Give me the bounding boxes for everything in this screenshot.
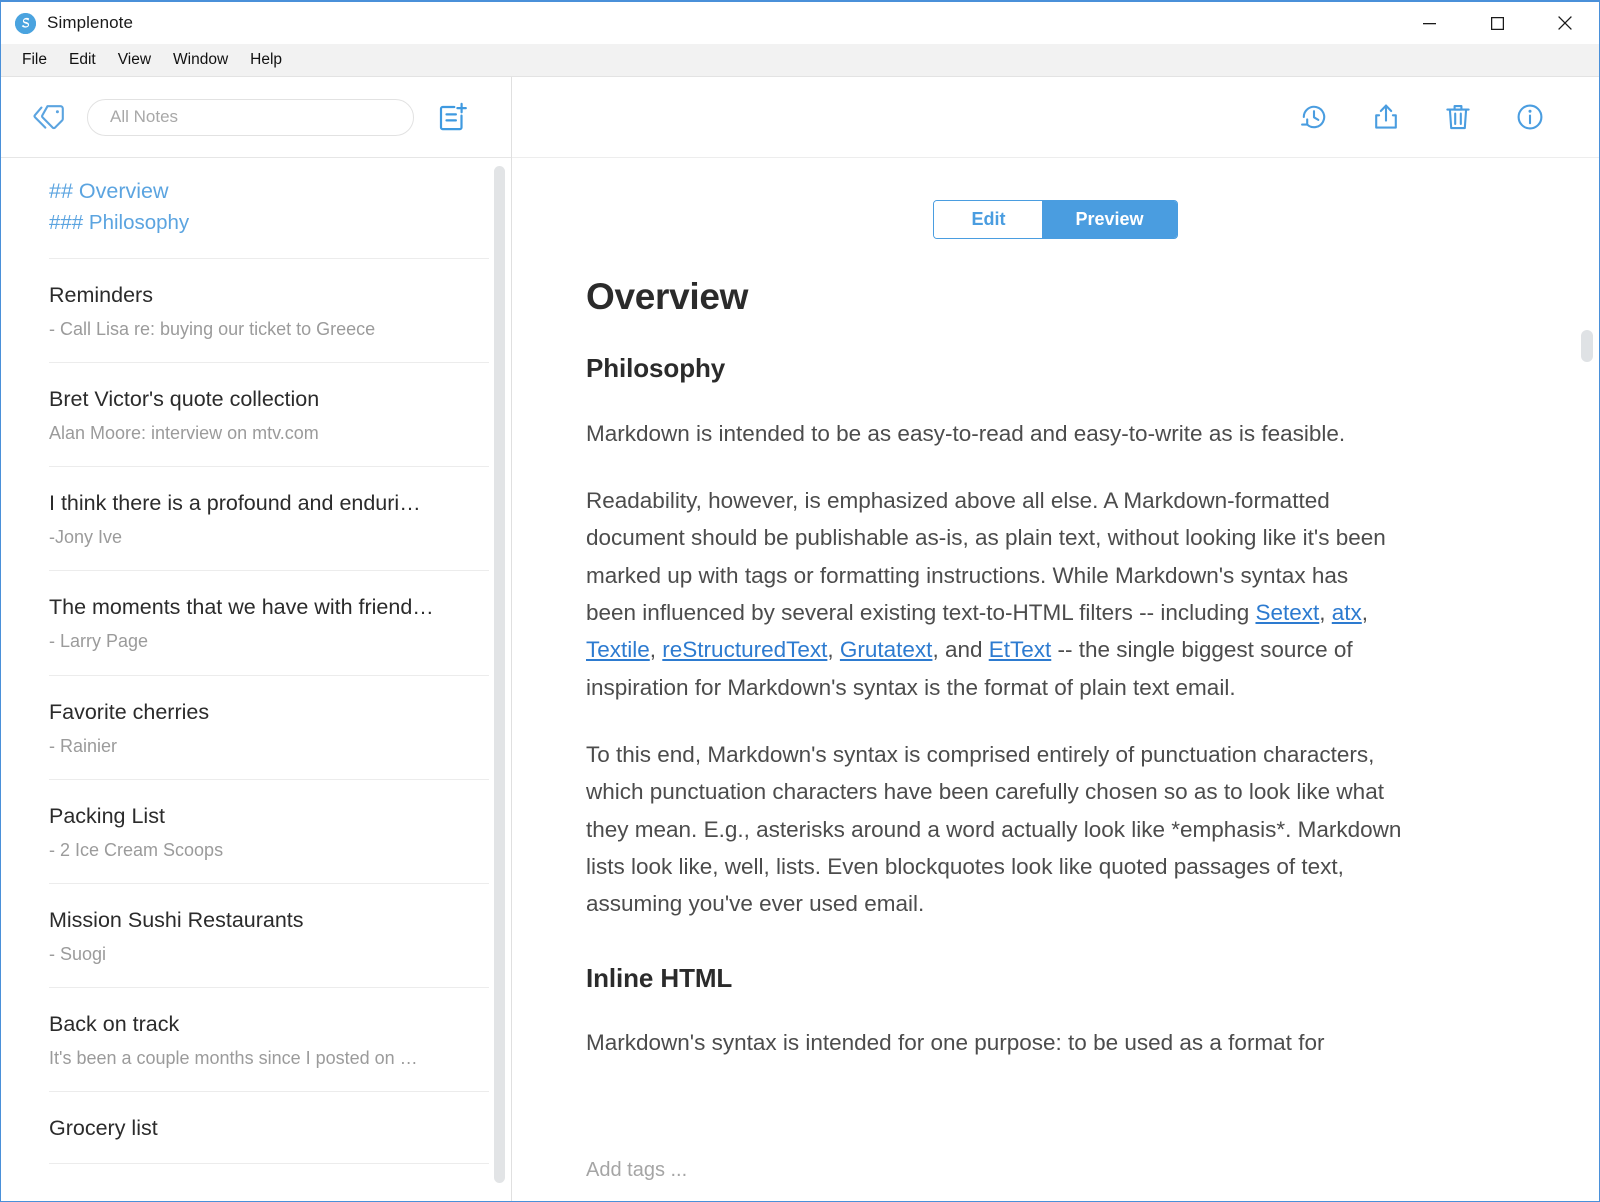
menu-file[interactable]: File — [22, 51, 47, 69]
note-list-item[interactable] — [49, 676, 489, 780]
sidebar-scrollbar[interactable] — [494, 166, 505, 1183]
para2-sep-3: , — [649, 637, 663, 663]
preview-heading-philosophy: Philosophy — [586, 353, 726, 384]
note-preview: It's been a couple months since I posted on … — [49, 1048, 418, 1069]
trash-icon[interactable] — [1439, 98, 1477, 136]
note-preview: - 2 Ice Cream Scoops — [49, 839, 224, 860]
window-controls — [1395, 2, 1599, 44]
menu-view[interactable]: View — [117, 51, 152, 69]
preview-paragraph-4: Markdown's syntax is intended for one purpose: to be used as a format for — [586, 1029, 1325, 1055]
info-icon[interactable] — [1511, 98, 1549, 136]
note-list-item[interactable] — [49, 1092, 489, 1164]
para2-sep-1: , — [1319, 599, 1332, 625]
editor-toolbar — [512, 77, 1599, 158]
note-title: Mission Sushi Restaurants — [49, 907, 304, 932]
para2-sep-4: , — [827, 637, 840, 663]
note-list-item[interactable] — [49, 571, 489, 675]
preview-paragraph-2 — [586, 482, 1402, 706]
note-title: ## Overview — [49, 179, 169, 203]
notes-list[interactable] — [1, 158, 511, 1201]
note-title: Grocery list — [49, 1116, 158, 1141]
note-list-item[interactable] — [49, 884, 489, 988]
note-title: The moments that we have with friend… — [49, 595, 434, 620]
link-ettext[interactable]: EtText — [988, 637, 1052, 663]
markdown-content — [512, 275, 1462, 1061]
note-list-item[interactable] — [49, 158, 489, 259]
menu-edit[interactable]: Edit — [68, 51, 96, 69]
note-title: Favorite cherries — [49, 699, 210, 724]
mode-toggle-wrap — [512, 158, 1599, 245]
add-tags-input[interactable] — [586, 1159, 986, 1182]
simplenote-logo-icon — [15, 13, 36, 34]
preview-paragraph-3: To this end, Markdown's syntax is comprised entirely of punctuation characters, which punctuation characters have been carefully chosen so as to look like what they mean. E.g., asterisks around a word actually look like *emphasis*. Markdown lists look like, well, lists. Even blockquotes look like quoted passages of text, assuming you've ever used email. — [586, 741, 1402, 917]
markdown-preview — [512, 245, 1599, 1201]
para2-text-a: Readability, however, is emphasized above all else. A Markdown-formatted document should be publishable as-is, as plain text, without looking like it's been marked up with tags or formatting instructions. While Markdown's syntax has been influenced by several existing text-to-HTML filters -- including — [586, 487, 1386, 625]
sidebar-header — [1, 77, 511, 158]
note-title: Back on track — [49, 1012, 180, 1037]
link-restructuredtext[interactable]: reStructuredText — [662, 637, 828, 663]
minimize-button[interactable] — [1395, 2, 1463, 44]
app-title: Simplenote — [47, 13, 134, 32]
note-title: I think there is a profound and enduri… — [49, 491, 421, 516]
note-list-item[interactable] — [49, 988, 489, 1092]
note-preview: Alan Moore: interview on mtv.com — [49, 422, 319, 443]
editor-body — [512, 158, 1599, 1201]
tags-icon[interactable] — [25, 95, 73, 139]
note-preview: ### Philosophy — [49, 211, 190, 235]
maximize-button[interactable] — [1463, 2, 1531, 44]
menu-window[interactable]: Window — [173, 51, 229, 69]
new-note-icon[interactable] — [428, 95, 476, 139]
para2-sep-2: , — [1361, 599, 1369, 625]
main-area — [1, 77, 1599, 1201]
note-preview: - Call Lisa re: buying our ticket to Greece — [49, 318, 376, 339]
note-preview: - Suogi — [49, 943, 107, 964]
editor-scrollbar[interactable] — [1581, 330, 1593, 362]
link-atx[interactable]: atx — [1331, 599, 1362, 625]
note-title: Reminders — [49, 282, 153, 307]
link-setext[interactable]: Setext — [1255, 599, 1320, 625]
link-textile[interactable]: Textile — [586, 637, 650, 663]
preview-heading-overview: Overview — [586, 276, 749, 317]
close-button[interactable] — [1531, 2, 1599, 44]
note-title: Bret Victor's quote collection — [49, 386, 320, 411]
note-list-item[interactable] — [49, 467, 489, 571]
menu-help[interactable]: Help — [250, 51, 283, 69]
link-grutatext[interactable]: Grutatext — [839, 637, 933, 663]
note-editor — [512, 77, 1599, 1201]
search-box[interactable] — [87, 99, 414, 136]
para2-text-b: -- the single biggest source of inspiration for Markdown's syntax is the format of plain text email. — [586, 637, 1353, 700]
mode-toggle — [933, 200, 1177, 239]
tab-preview[interactable]: Preview — [1042, 201, 1176, 238]
note-preview: -Jony Ive — [49, 527, 123, 548]
note-list-item[interactable] — [49, 363, 489, 467]
tab-edit[interactable]: Edit — [934, 201, 1042, 238]
search-input[interactable] — [110, 107, 391, 127]
title-bar-left — [1, 13, 133, 34]
note-preview: - Larry Page — [49, 631, 149, 652]
menu-bar — [1, 44, 1599, 77]
note-list-item[interactable] — [49, 259, 489, 363]
tags-bar — [512, 1139, 1599, 1201]
notes-sidebar — [1, 77, 512, 1201]
preview-heading-inline-html: Inline HTML — [586, 962, 733, 993]
history-icon[interactable] — [1295, 98, 1333, 136]
para2-sep-5: , and — [932, 637, 989, 663]
note-title: Packing List — [49, 803, 165, 828]
note-preview: - Rainier — [49, 735, 118, 756]
note-list-item[interactable] — [49, 780, 489, 884]
preview-paragraph-1: Markdown is intended to be as easy-to-read and easy-to-write as is feasible. — [586, 420, 1346, 446]
title-bar — [1, 2, 1599, 44]
share-icon[interactable] — [1367, 98, 1405, 136]
